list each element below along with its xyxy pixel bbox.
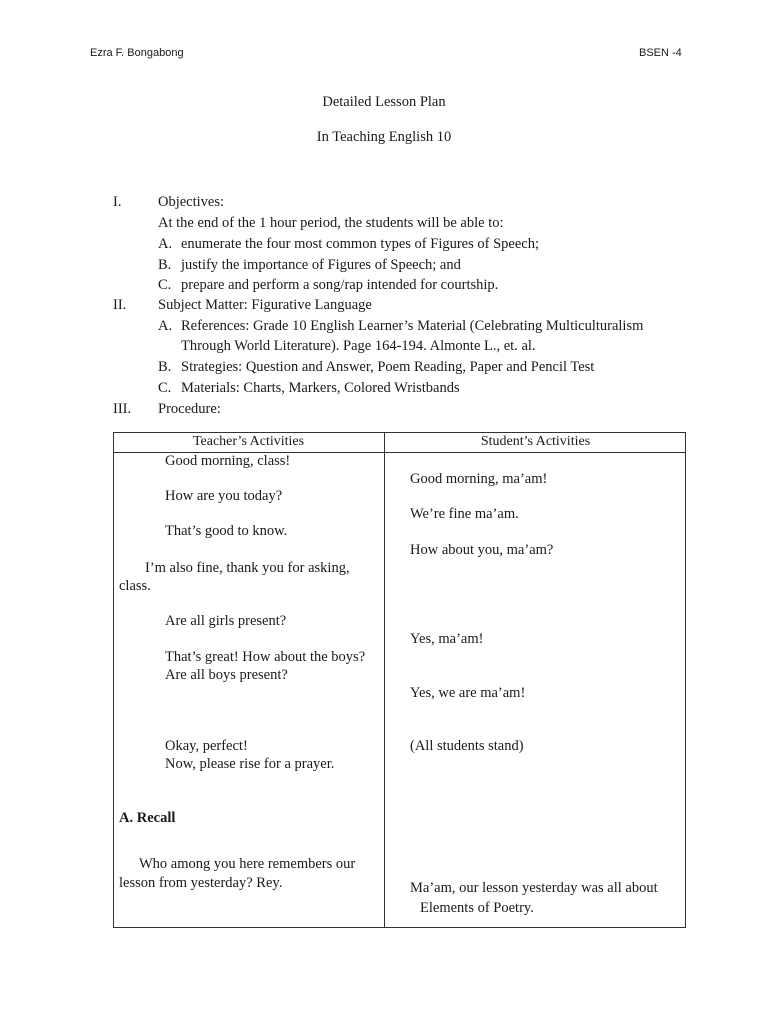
student-line: (All students stand) bbox=[410, 738, 524, 754]
objective-text: enumerate the four most common types of Figures of Speech; bbox=[181, 236, 539, 252]
student-column-header: Student’s Activities bbox=[480, 434, 591, 449]
subject-text: Materials: Charts, Markers, Colored Wristbands bbox=[181, 380, 460, 396]
objectives-numeral: I. bbox=[113, 194, 122, 210]
objectives-intro: At the end of the 1 hour period, the students will be able to: bbox=[158, 215, 504, 231]
recall-heading: A. Recall bbox=[119, 810, 176, 826]
teacher-line: Now, please rise for a prayer. bbox=[165, 756, 335, 772]
teacher-line: How are you today? bbox=[165, 488, 283, 504]
student-line: Ma’am, our lesson yesterday was all about bbox=[410, 880, 658, 896]
teacher-line: That’s great! How about the boys? bbox=[165, 649, 366, 665]
teacher-line: Good morning, class! bbox=[165, 453, 291, 469]
objective-letter: A. bbox=[158, 236, 173, 252]
subject-text: Strategies: Question and Answer, Poem Reading, Paper and Pencil Test bbox=[181, 359, 595, 375]
document-subtitle: In Teaching English 10 bbox=[316, 129, 452, 145]
teacher-line: Are all boys present? bbox=[165, 667, 288, 683]
procedure-numeral: III. bbox=[113, 401, 132, 417]
student-line: Good morning, ma’am! bbox=[410, 471, 548, 487]
subject-text: References: Grade 10 English Learner’s Material (Celebrating Multiculturalism bbox=[181, 318, 644, 334]
student-line: Elements of Poetry. bbox=[420, 900, 534, 916]
document-title: Detailed Lesson Plan bbox=[322, 94, 446, 110]
student-line: We’re fine ma’am. bbox=[410, 506, 519, 522]
objectives-heading: Objectives: bbox=[158, 194, 225, 210]
objective-text: justify the importance of Figures of Speech; and bbox=[181, 257, 461, 273]
table-column-divider bbox=[384, 432, 385, 928]
student-line: How about you, ma’am? bbox=[410, 542, 554, 558]
student-line: Yes, ma’am! bbox=[410, 631, 484, 647]
student-line: Yes, we are ma’am! bbox=[410, 685, 526, 701]
subject-numeral: II. bbox=[113, 297, 127, 313]
teacher-line: I’m also fine, thank you for asking, bbox=[145, 560, 350, 576]
procedure-heading: Procedure: bbox=[158, 401, 221, 417]
teacher-line: Who among you here remembers our bbox=[139, 856, 356, 872]
teacher-line: That’s good to know. bbox=[165, 523, 288, 539]
teacher-line: Are all girls present? bbox=[165, 613, 287, 629]
teacher-line: lesson from yesterday? Rey. bbox=[119, 875, 283, 891]
teacher-line: Okay, perfect! bbox=[165, 738, 248, 754]
author-name: Ezra F. Bongabong bbox=[90, 47, 184, 59]
subject-text-continued: Through World Literature). Page 164-194. Almonte L., et. al. bbox=[181, 338, 536, 354]
objective-text: prepare and perform a song/rap intended for courtship. bbox=[181, 277, 499, 293]
objective-letter: B. bbox=[158, 257, 172, 273]
subject-letter: C. bbox=[158, 380, 172, 396]
subject-heading: Subject Matter: Figurative Language bbox=[158, 297, 372, 313]
teacher-line: class. bbox=[119, 578, 151, 594]
course-label: BSEN -4 bbox=[639, 47, 682, 59]
objective-letter: C. bbox=[158, 277, 172, 293]
teacher-column-header: Teacher’s Activities bbox=[192, 434, 305, 449]
subject-letter: A. bbox=[158, 318, 173, 334]
subject-letter: B. bbox=[158, 359, 172, 375]
